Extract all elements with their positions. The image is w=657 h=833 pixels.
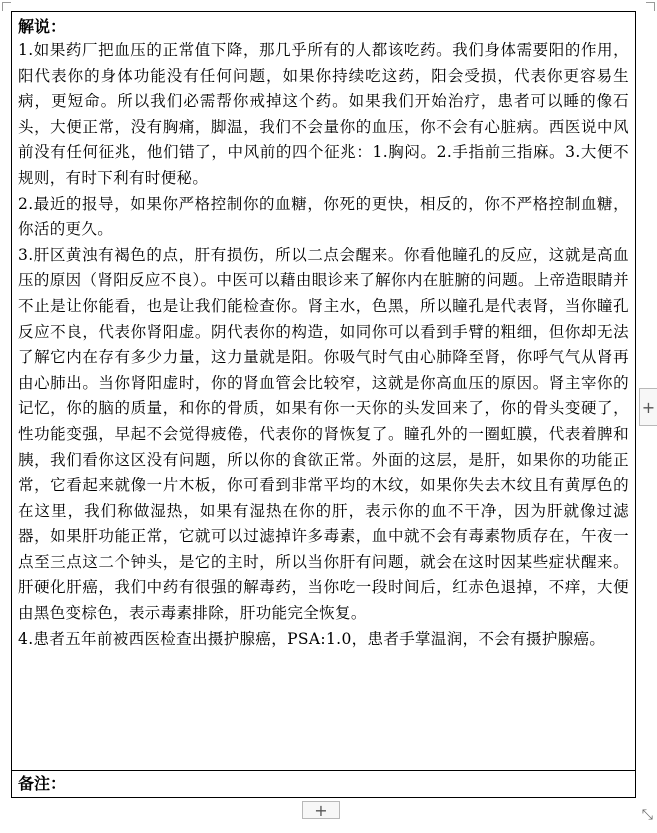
- commentary-heading: 解说：: [18, 17, 67, 36]
- document-table: [11, 11, 636, 798]
- add-column-button[interactable]: [639, 388, 657, 426]
- page-corner-mark-right: [646, 2, 655, 11]
- resize-handle-icon[interactable]: ⤡: [641, 807, 653, 823]
- paragraph-4: 4.患者五年前被西医检查出摄护腺癌，PSA:1.0，患者手掌温润，不会有摄护腺癌。: [18, 629, 606, 648]
- paragraph-1: 1.如果药厂把血压的正常值下降，那几乎所有的人都该吃药。我们身体需要阳的作用，阳代表你的身体功能没有任何问题，如果你持续吃这药，阳会受损，代表你更容易生病，更短命。所以我们必需帮你戒掉这个药。如果我们开始治疗，患者可以睡的像石头，大便正常，没有胸痛，脚温，我们不会量你的血压，你不会有心脏病。西医说中风前没有任何征兆，他们错了，中风前的四个征兆：1.胸闷。2.手指前三指麻。3.大便不规则，有时下利有时便秘。: [18, 41, 629, 187]
- notes-heading: 备注：: [18, 774, 67, 793]
- paragraph-2: 2.最近的报导，如果你严格控制你的血糖，你死的更快，相反的，你不严格控制血糖，你活的更久。: [18, 194, 629, 239]
- commentary-cell[interactable]: [12, 12, 635, 771]
- add-row-button[interactable]: [302, 801, 340, 819]
- paragraph-3: 3.肝区黄浊有褐色的点，肝有损伤，所以二点会醒来。你看他瞳孔的反应，这就是高血压的原因（肾阳反应不良）。中医可以藉由眼诊来了解你内在脏腑的问题。上帝造眼睛并不止是让你能看，也是让我们能检查你。肾主水，色黑，所以瞳孔是代表肾，当你瞳孔反应不良，代表你肾阳虚。阴代表你的构造，如同你可以看到手臂的粗细，但你却无法了解它内在存有多少力量，这力量就是阳。你吸气时气由心肺降至肾，你呼气气从肾再由心肺出。当你肾阳虚时，你的肾血管会比较窄，这就是你高血压的原因。肾主宰你的记忆，你的脑的质量，和你的骨质，如果有你一天你的头发回来了，你的骨头变硬了，性功能变强，早起不会觉得疲倦，代表你的肾恢复了。瞳孔外的一圈虹膜，代表着脾和胰，我们看你这区没有问题，所以你的食欲正常。外面的这层，是肝，如果你的功能正常，它看起来就像一片木板，你可看到非常平均的木纹，如果你失去木纹且有黄厚色的在这里，我们称做湿热，如果有湿热在你的肝，表示你的血不干净，因为肝就像过滤器，如果肝功能正常，它就可以过滤掉许多毒素，血中就不会有毒素物质存在，午夜一点至三点这二个钟头，是它的主时，所以当你肝有问题，就会在这时因某些症状醒来。肝硬化肝癌，我们中药有很强的解毒药，当你吃一段时间后，红赤色退掉，不痒，大便由黑色变棕色，表示毒素排除，肝功能完全恢复。: [18, 245, 629, 623]
- page-corner-mark: [2, 2, 11, 11]
- plus-icon: +: [314, 800, 328, 820]
- notes-cell[interactable]: [12, 771, 635, 797]
- plus-icon: +: [641, 397, 656, 417]
